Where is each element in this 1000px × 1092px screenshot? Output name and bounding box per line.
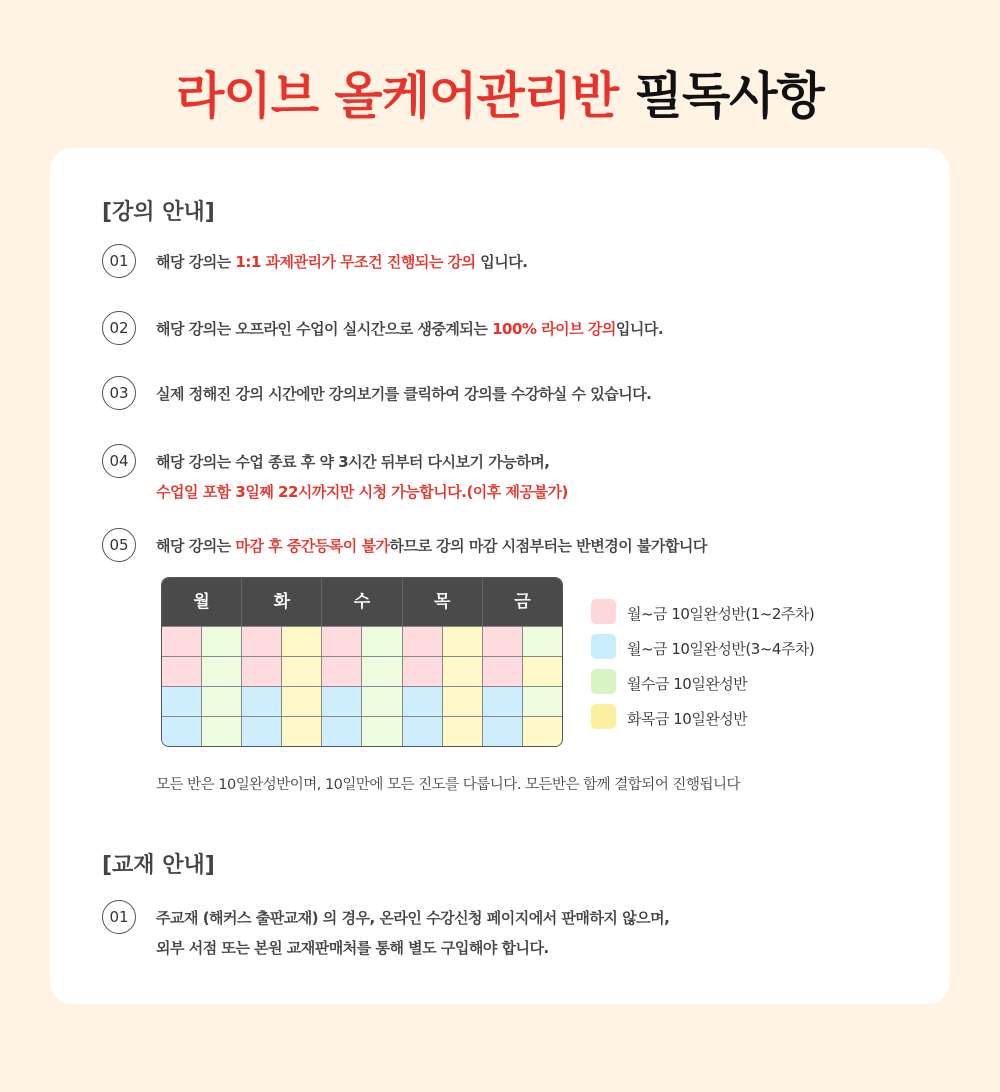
highlight-text: 1:1 과제관리가 무조건 진행되는 강의 [235,253,476,271]
schedule-cell [322,626,362,656]
highlight-text: 마감 후 중간등록이 불가 [235,537,390,555]
schedule-cell [483,626,523,656]
schedule-row [162,686,562,716]
item-text: 해당 강의는 수업 종료 후 약 3시간 뒤부터 다시보기 가능하며, [156,453,550,471]
day-header: 수 [322,578,402,626]
schedule-cell [403,626,443,656]
schedule-cell [282,656,322,686]
schedule-cell [202,626,242,656]
schedule-cell [162,656,202,686]
item-number: 05 [102,528,136,562]
legend-swatch [591,669,616,694]
item-text: 해당 강의는 1:1 과제관리가 무조건 진행되는 강의 입니다. [156,253,528,271]
schedule-cell [322,656,362,686]
day-header: 화 [242,578,322,626]
schedule-table [161,577,563,747]
schedule-cell [242,626,282,656]
schedule-cell [523,686,562,716]
schedule-cell [242,656,282,686]
schedule-cell [443,656,483,686]
legend-label: 월~금 10일완성반(1~2주차) [627,605,815,623]
item-number: 01 [102,244,136,278]
schedule-cell [202,716,242,746]
page-title-highlight: 라이브 올케어관리반 [176,67,619,125]
item-number: 02 [102,311,136,345]
page-title [0,56,1000,128]
textbook-heading: [교재 안내] [102,853,215,878]
day-header: 목 [403,578,483,626]
legend-item [591,599,851,634]
schedule-cell [322,716,362,746]
item-number: 03 [102,376,136,410]
schedule-cell [403,656,443,686]
schedule-cell [362,716,402,746]
day-header: 월 [162,578,242,626]
legend-label: 화목금 10일완성반 [627,710,748,728]
schedule-header [162,578,562,626]
schedule-cell [443,626,483,656]
schedule-cell [282,716,322,746]
legend-swatch [591,634,616,659]
schedule-cell [403,686,443,716]
schedule-cell [322,686,362,716]
schedule-cell [523,716,562,746]
schedule-cell [202,686,242,716]
item-number: 04 [102,444,136,478]
legend-item [591,704,851,739]
schedule-cell [523,656,562,686]
legend-label: 월수금 10일완성반 [627,675,748,693]
schedule-row [162,656,562,686]
schedule-cell [523,626,562,656]
notice-card [50,148,950,1004]
schedule-cell [202,656,242,686]
page-title-rest: 필독사항 [634,67,824,125]
schedule-legend [591,599,851,739]
schedule-row [162,716,562,746]
legend-item [591,634,851,669]
schedule-cell [362,686,402,716]
highlight-text: 100% 라이브 강의 [492,320,616,338]
schedule-cell [242,686,282,716]
item-text: 실제 정해진 강의 시간에만 강의보기를 클릭하여 강의를 수강하실 수 있습니다. [156,385,652,403]
legend-swatch [591,704,616,729]
schedule-cell [162,716,202,746]
schedule-cell [443,716,483,746]
item-text: 해당 강의는 오프라인 수업이 실시간으로 생중계되는 100% 라이브 강의입니다. [156,320,664,338]
schedule-cell [483,686,523,716]
schedule-cell [242,716,282,746]
schedule-cell [282,686,322,716]
schedule-body [162,626,562,746]
day-header: 금 [514,592,531,612]
item-text: 외부 서점 또는 본원 교재판매처를 통해 별도 구입해야 합니다. [156,939,549,957]
legend-swatch [591,599,616,624]
schedule-cell [483,656,523,686]
schedule-cell [282,626,322,656]
item-text-highlight: 수업일 포함 3일째 22시까지만 시청 가능합니다.(이후 제공불가) [156,483,568,501]
schedule-cell [483,716,523,746]
schedule-cell [403,716,443,746]
item-text: 해당 강의는 마감 후 중간등록이 불가하므로 강의 마감 시점부터는 반변경이 불가합니다 [156,537,707,555]
item-number: 01 [102,900,136,934]
schedule-cell [362,656,402,686]
schedule-cell [162,626,202,656]
schedule-cell [443,686,483,716]
schedule-row [162,626,562,656]
schedule-cell [162,686,202,716]
item-text: 주교재 (해커스 출판교재) 의 경우, 온라인 수강신청 페이지에서 판매하지 않으며, [156,909,670,927]
legend-item [591,669,851,704]
schedule-note: 모든 반은 10일완성반이며, 10일만에 모든 진도를 다룹니다. 모든반은 함께 결합되어 진행됩니다 [156,777,740,793]
legend-label: 월~금 10일완성반(3~4주차) [627,640,815,658]
schedule-cell [362,626,402,656]
lecture-heading: [강의 안내] [102,200,215,225]
